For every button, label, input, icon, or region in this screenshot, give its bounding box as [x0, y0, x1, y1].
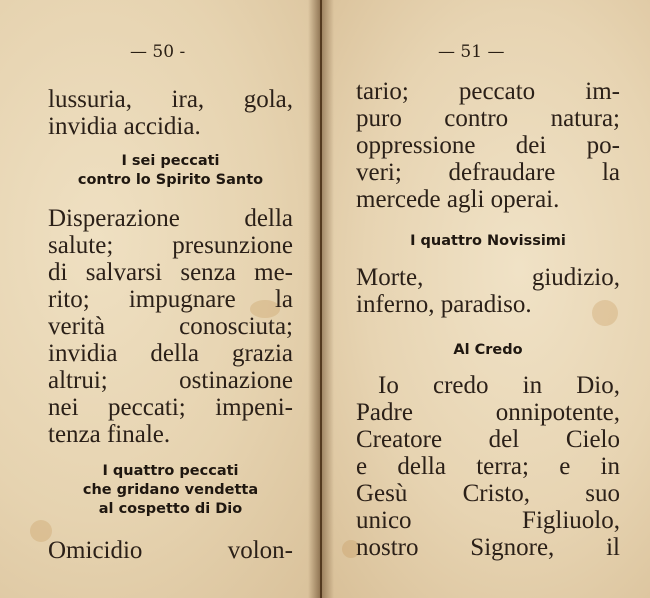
- paragraph: [48, 205, 293, 448]
- text-line: salute; presunzione: [48, 232, 293, 259]
- text-line: unico Figliuolo,: [356, 507, 620, 534]
- heading-line: Al Credo: [453, 342, 523, 358]
- text-line: oppressione dei po-: [356, 132, 620, 159]
- text-line: altrui; ostinazione: [48, 367, 293, 394]
- text-line: e della terra; e in: [356, 453, 620, 480]
- heading-line: al cospetto di Dio: [98, 501, 243, 517]
- text-line: invidia della grazia: [48, 340, 293, 367]
- text-line: inferno, paradiso.: [356, 291, 532, 318]
- section-heading: [48, 462, 293, 519]
- text-line: rito; impugnare la: [48, 286, 293, 313]
- text-line: puro contro natura;: [356, 105, 620, 132]
- text-line: di salvarsi senza me-: [48, 259, 293, 286]
- paragraph: [48, 537, 293, 564]
- paragraph: [356, 372, 620, 561]
- page-number: — 50 -: [130, 42, 186, 62]
- heading-line: che gridano vendetta: [82, 482, 259, 498]
- text-line: nostro Signore, il: [356, 534, 620, 561]
- right-page: [322, 0, 650, 598]
- text-line: Disperazione della: [48, 205, 293, 232]
- book-gutter: [308, 0, 334, 598]
- text-line: Gesù Cristo, suo: [356, 480, 620, 507]
- section-heading: [48, 152, 293, 190]
- text-line: invidia accidia.: [48, 113, 201, 140]
- text-line: Creatore del Cielo: [356, 426, 620, 453]
- paragraph: [356, 264, 620, 318]
- text-line: Morte, giudizio,: [356, 264, 620, 291]
- text-line: lussuria, ira, gola,: [48, 86, 293, 113]
- text-line: veri; defraudare la: [356, 159, 620, 186]
- heading-line: I quattro peccati: [102, 463, 239, 479]
- intro-text: [48, 86, 293, 140]
- text-line: tenza finale.: [48, 421, 171, 448]
- text-line: nei peccati; impeni-: [48, 394, 293, 421]
- text-line: Io credo in Dio,: [378, 372, 620, 399]
- text-line: verità conosciuta;: [48, 313, 293, 340]
- section-heading: [356, 341, 620, 360]
- heading-line: I quattro Novissimi: [410, 233, 566, 249]
- text-line: Omicidio volon-: [48, 537, 293, 564]
- text-line: mercede agli operai.: [356, 186, 560, 213]
- heading-line: I sei peccati: [121, 153, 220, 169]
- intro-text: [356, 78, 620, 213]
- text-line: Padre onnipotente,: [356, 399, 620, 426]
- section-heading: [356, 232, 620, 251]
- left-page: [0, 0, 320, 598]
- heading-line: contro lo Spirito Santo: [77, 172, 264, 188]
- page-number: — 51 —: [438, 42, 505, 62]
- text-line: tario; peccato im-: [356, 78, 620, 105]
